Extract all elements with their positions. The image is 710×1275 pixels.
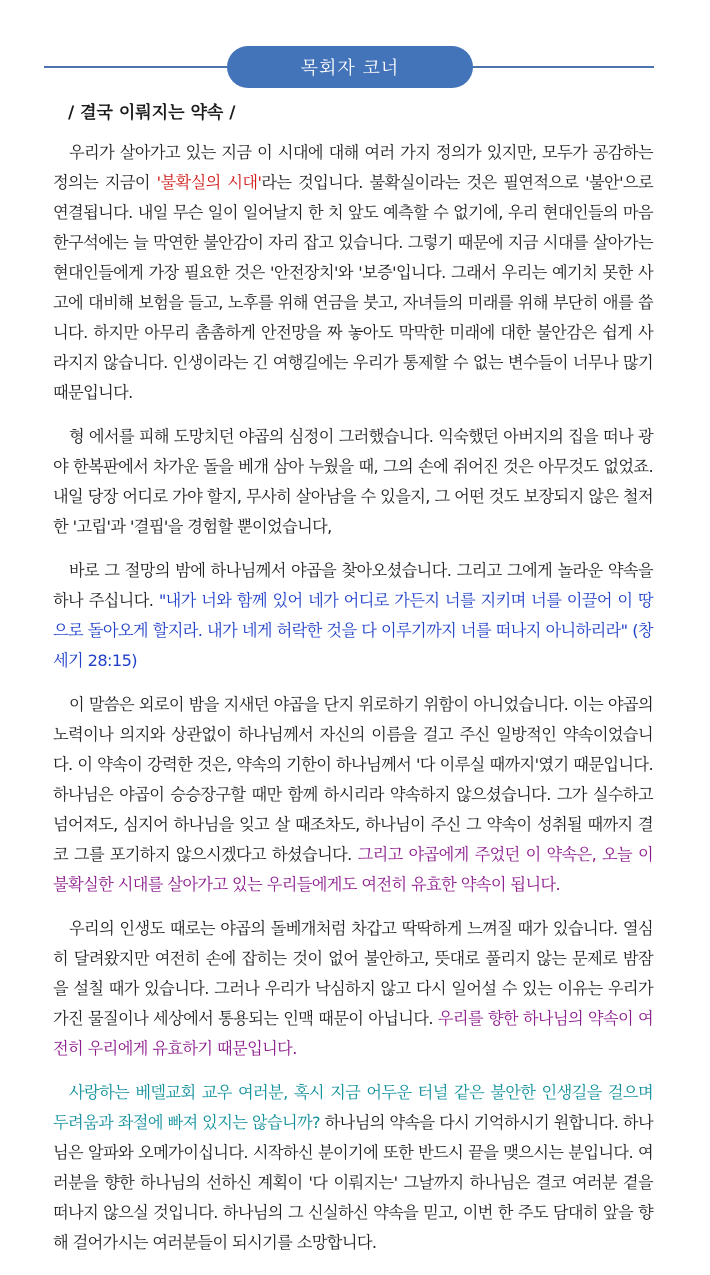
article-body [53,138,653,1272]
paragraph-5-highlight: 우리를 향한 하나님의 약속이 여전히 우리에게 유효하기 때문입니다. [53,1009,654,1058]
paragraph-6-highlight: 사랑하는 베델교회 교우 여러분, 혹시 지금 어두운 터널 같은 불안한 인생길을 걸으며 두려움과 좌절에 빠져 있지는 않습니까? [53,1083,653,1132]
paragraph-6 [53,1078,653,1258]
paragraph-6-text-b: 하나님의 약속을 다시 기억하시기 원합니다. 하나님은 알파와 오메가이십니다. 시작하신 분이기에 또한 반드시 끝을 맺으시는 분입니다. 여러분을 향한 하나님의 선하신 계획이 '다 이뤄지는' 그날까지 하나님은 결코 여러분 곁을 떠나지 않으실 것입니다. 하나님의 그 신실하신 약속을 믿고, 이번 한 주도 담대히 앞을 향해 걸어가시는 여러분들이 되시기를 소망합니다. [53,1113,653,1252]
article-title: / 결국 이뤄지는 약속 / [68,103,236,123]
paragraph-3 [53,556,653,676]
paragraph-5 [53,914,653,1064]
paragraph-5-text-a: 우리의 인생도 때로는 야곱의 돌베개처럼 차갑고 딱딱하게 느껴질 때가 있습니다. 열심히 달려왔지만 여전히 손에 잡히는 것이 없어 불안하고, 뜻대로 풀리지 않는 문제로 밤잠을 설칠 때가 있습니다. 그러나 우리가 낙심하지 않고 다시 일어설 수 있는 이유는 우리가 가진 물질이나 세상에서 통용되는 인맥 때문이 아닙니다. [53,919,653,1028]
paragraph-4 [53,690,653,900]
scripture-quote: "내가 너와 함께 있어 네가 어디로 가든지 너를 지키며 너를 이끌어 이 땅으로 돌아오게 할지라. 내가 네게 허락한 것을 다 이루기까지 너를 떠나지 아니하리라" (창세기 28:15) [53,591,654,670]
paragraph-1-text-c: 라는 것입니다. 불확실이라는 것은 필연적으로 '불안'으로 연결됩니다. 내일 무슨 일이 일어날지 한 치 앞도 예측할 수 없기에, 우리 현대인들의 마음 한구석에는 늘 막연한 불안감이 자리 잡고 있습니다. 그렇기 때문에 지금 시대를 살아가는 현대인들에게 가장 필요한 것은 '안전장치'와 '보증'입니다. 그래서 우리는 예기치 못한 사고에 대비해 보험을 들고, 노후를 위해 연금을 붓고, 자녀들의 미래를 위해 부단히 애를 씁니다. 하지만 아무리 촘촘하게 안전망을 짜 놓아도 막막한 미래에 대한 불안감은 쉽게 사라지지 않습니다. 인생이라는 긴 여행길에는 우리가 통제할 수 없는 변수들이 너무나 많기 때문입니다. [53,173,653,402]
paragraph-3-text-a: 바로 그 절망의 밤에 하나님께서 야곱을 찾아오셨습니다. 그리고 그에게 놀라운 약속을 하나 주십니다. [53,561,653,610]
paragraph-2: 형 에서를 피해 도망치던 야곱의 심정이 그러했습니다. 익숙했던 아버지의 집을 떠나 광야 한복판에서 차가운 돌을 베개 삼아 누웠을 때, 그의 손에 쥐어진 것은 아무것도 없었죠. 내일 당장 어디로 가야 할지, 무사히 살아남을 수 있을지, 그 어떤 것도 보장되지 않은 철저한 '고립'과 '결핍'을 경험할 뿐이었습니다, [53,427,653,536]
paragraph-1-text-a: 우리가 살아가고 있는 지금 이 시대에 대해 여러 가지 정의가 있지만, 모두가 공감하는 정의는 지금이 [53,143,653,192]
paragraph-4-text-a: 이 말씀은 외로이 밤을 지새던 야곱을 단지 위로하기 위함이 아니었습니다. 이는 야곱의 노력이나 의지와 상관없이 하나님께서 자신의 이름을 걸고 주신 일방적인 약속이었습니다. 이 약속이 강력한 것은, 약속의 기한이 하나님께서 '다 이루실 때까지'였기 때문입니다. 하나님은 야곱이 승승장구할 때만 함께 하시리라 약속하지 않으셨습니다. 그가 실수하고 넘어져도, 심지어 하나님을 잊고 살 때조차도, 하나님이 주신 그 약속이 성취될 때까지 결코 그를 포기하지 않으시겠다고 하셨습니다. [53,695,653,864]
paragraph-4-highlight: 그리고 야곱에게 주었던 이 약속은, 오늘 이 불확실한 시대를 살아가고 있는 우리들에게도 여전히 유효한 약속이 됩니다. [53,845,653,894]
section-header [0,0,710,79]
paragraph-1-highlight: '불확실의 시대' [156,173,262,192]
section-title-badge: 목회자 코너 [227,46,473,88]
paragraph-1 [53,138,653,408]
